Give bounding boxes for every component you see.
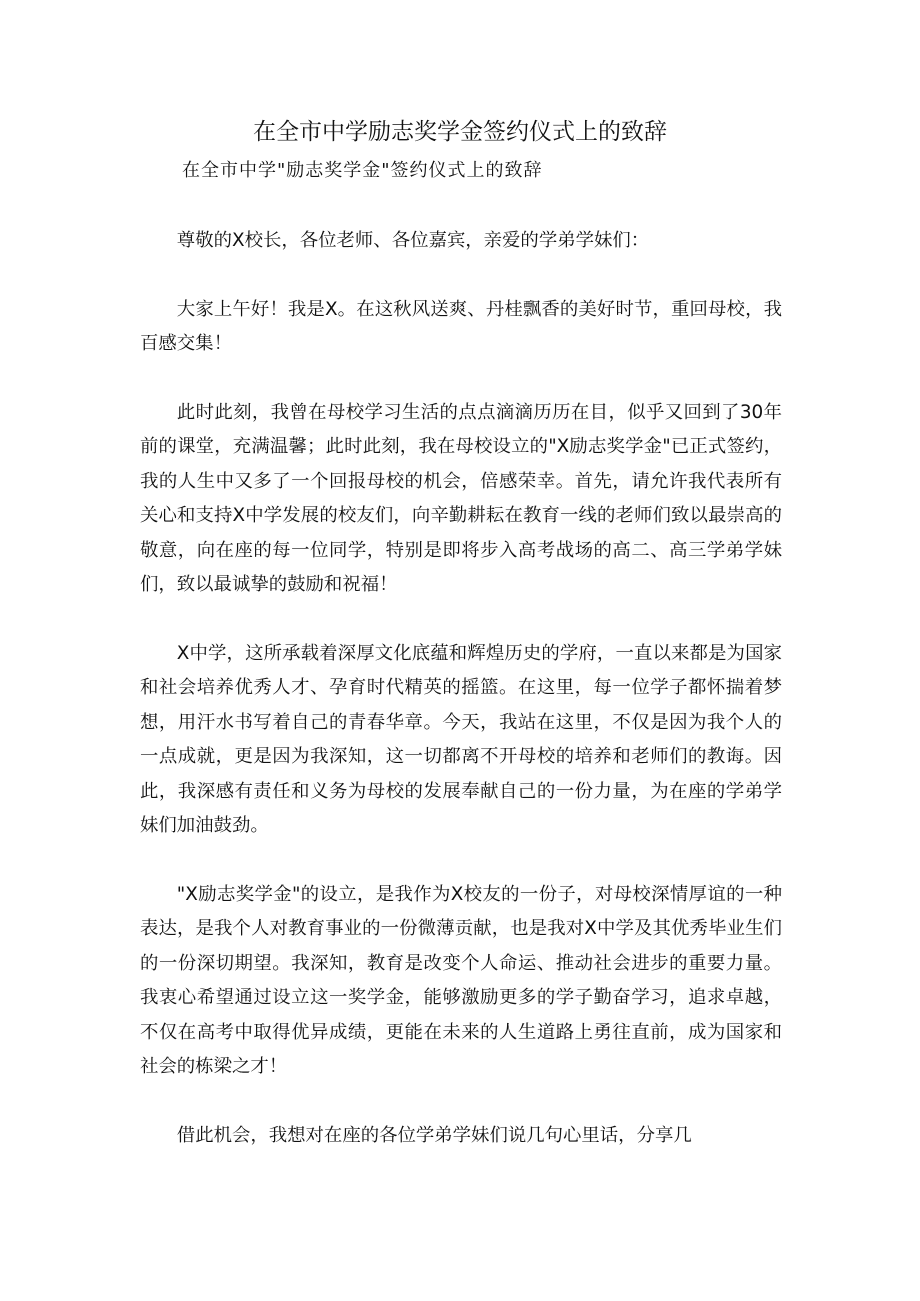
greeting-paragraph: 大家上午好！我是X。在这秋风送爽、丹桂飘香的美好时节，重回母校，我百感交集！ — [140, 298, 782, 354]
document-subtitle: 在全市中学"励志奖学金"签约仪式上的致辞 — [182, 160, 543, 181]
document-body — [140, 224, 782, 1187]
body-paragraph: 借此机会，我想对在座的各位学弟学妹们说几句心里话，分享几 — [176, 1124, 692, 1146]
body-paragraph: 此时此刻，我曾在母校学习生活的点点滴滴历历在目，似乎又回到了30年前的课堂，充满温馨；此时此刻，我在母校设立的"X励志奖学金"已正式签约，我的人生中又多了一个回报母校的机会，倍感荣幸。首先，请允许我代表所有关心和支持X中学发展的校友们，向辛勤耕耘在教育一线的老师们致以最崇高的敬意，向在座的每一位同学，特别是即将步入高考战场的高二、高三学弟学妹们，致以最诚挚的鼓励和祝福！ — [140, 401, 782, 595]
document-title: 在全市中学励志奖学金签约仪式上的致辞 — [253, 119, 667, 145]
salutation-paragraph: 尊敬的X校长，各位老师、各位嘉宾，亲爱的学弟学妹们： — [176, 230, 650, 251]
body-paragraph: "X励志奖学金"的设立，是我作为X校友的一份子，对母校深情厚谊的一种表达，是我个人对教育事业的一份微薄贡献，也是我对X中学及其优秀毕业生们的一份深切期望。我深知，教育是改变个人命运、推动社会进步的重要力量。我衷心希望通过设立这一奖学金，能够激励更多的学子勤奋学习，追求卓越，不仅在高考中取得优异成绩，更能在未来的人生道路上勇往直前，成为国家和社会的栋梁之才！ — [140, 883, 782, 1077]
body-paragraph: X中学，这所承载着深厚文化底蕴和辉煌历史的学府，一直以来都是为国家和社会培养优秀人才、孕育时代精英的摇篮。在这里，每一位学子都怀揣着梦想，用汗水书写着自己的青春华章。今天，我站在这里，不仅是因为我个人的一点成就，更是因为我深知，这一切都离不开母校的培养和老师们的教诲。因此，我深感有责任和义务为母校的发展奉献自己的一份力量，为在座的学弟学妹们加油鼓劲。 — [140, 642, 782, 836]
